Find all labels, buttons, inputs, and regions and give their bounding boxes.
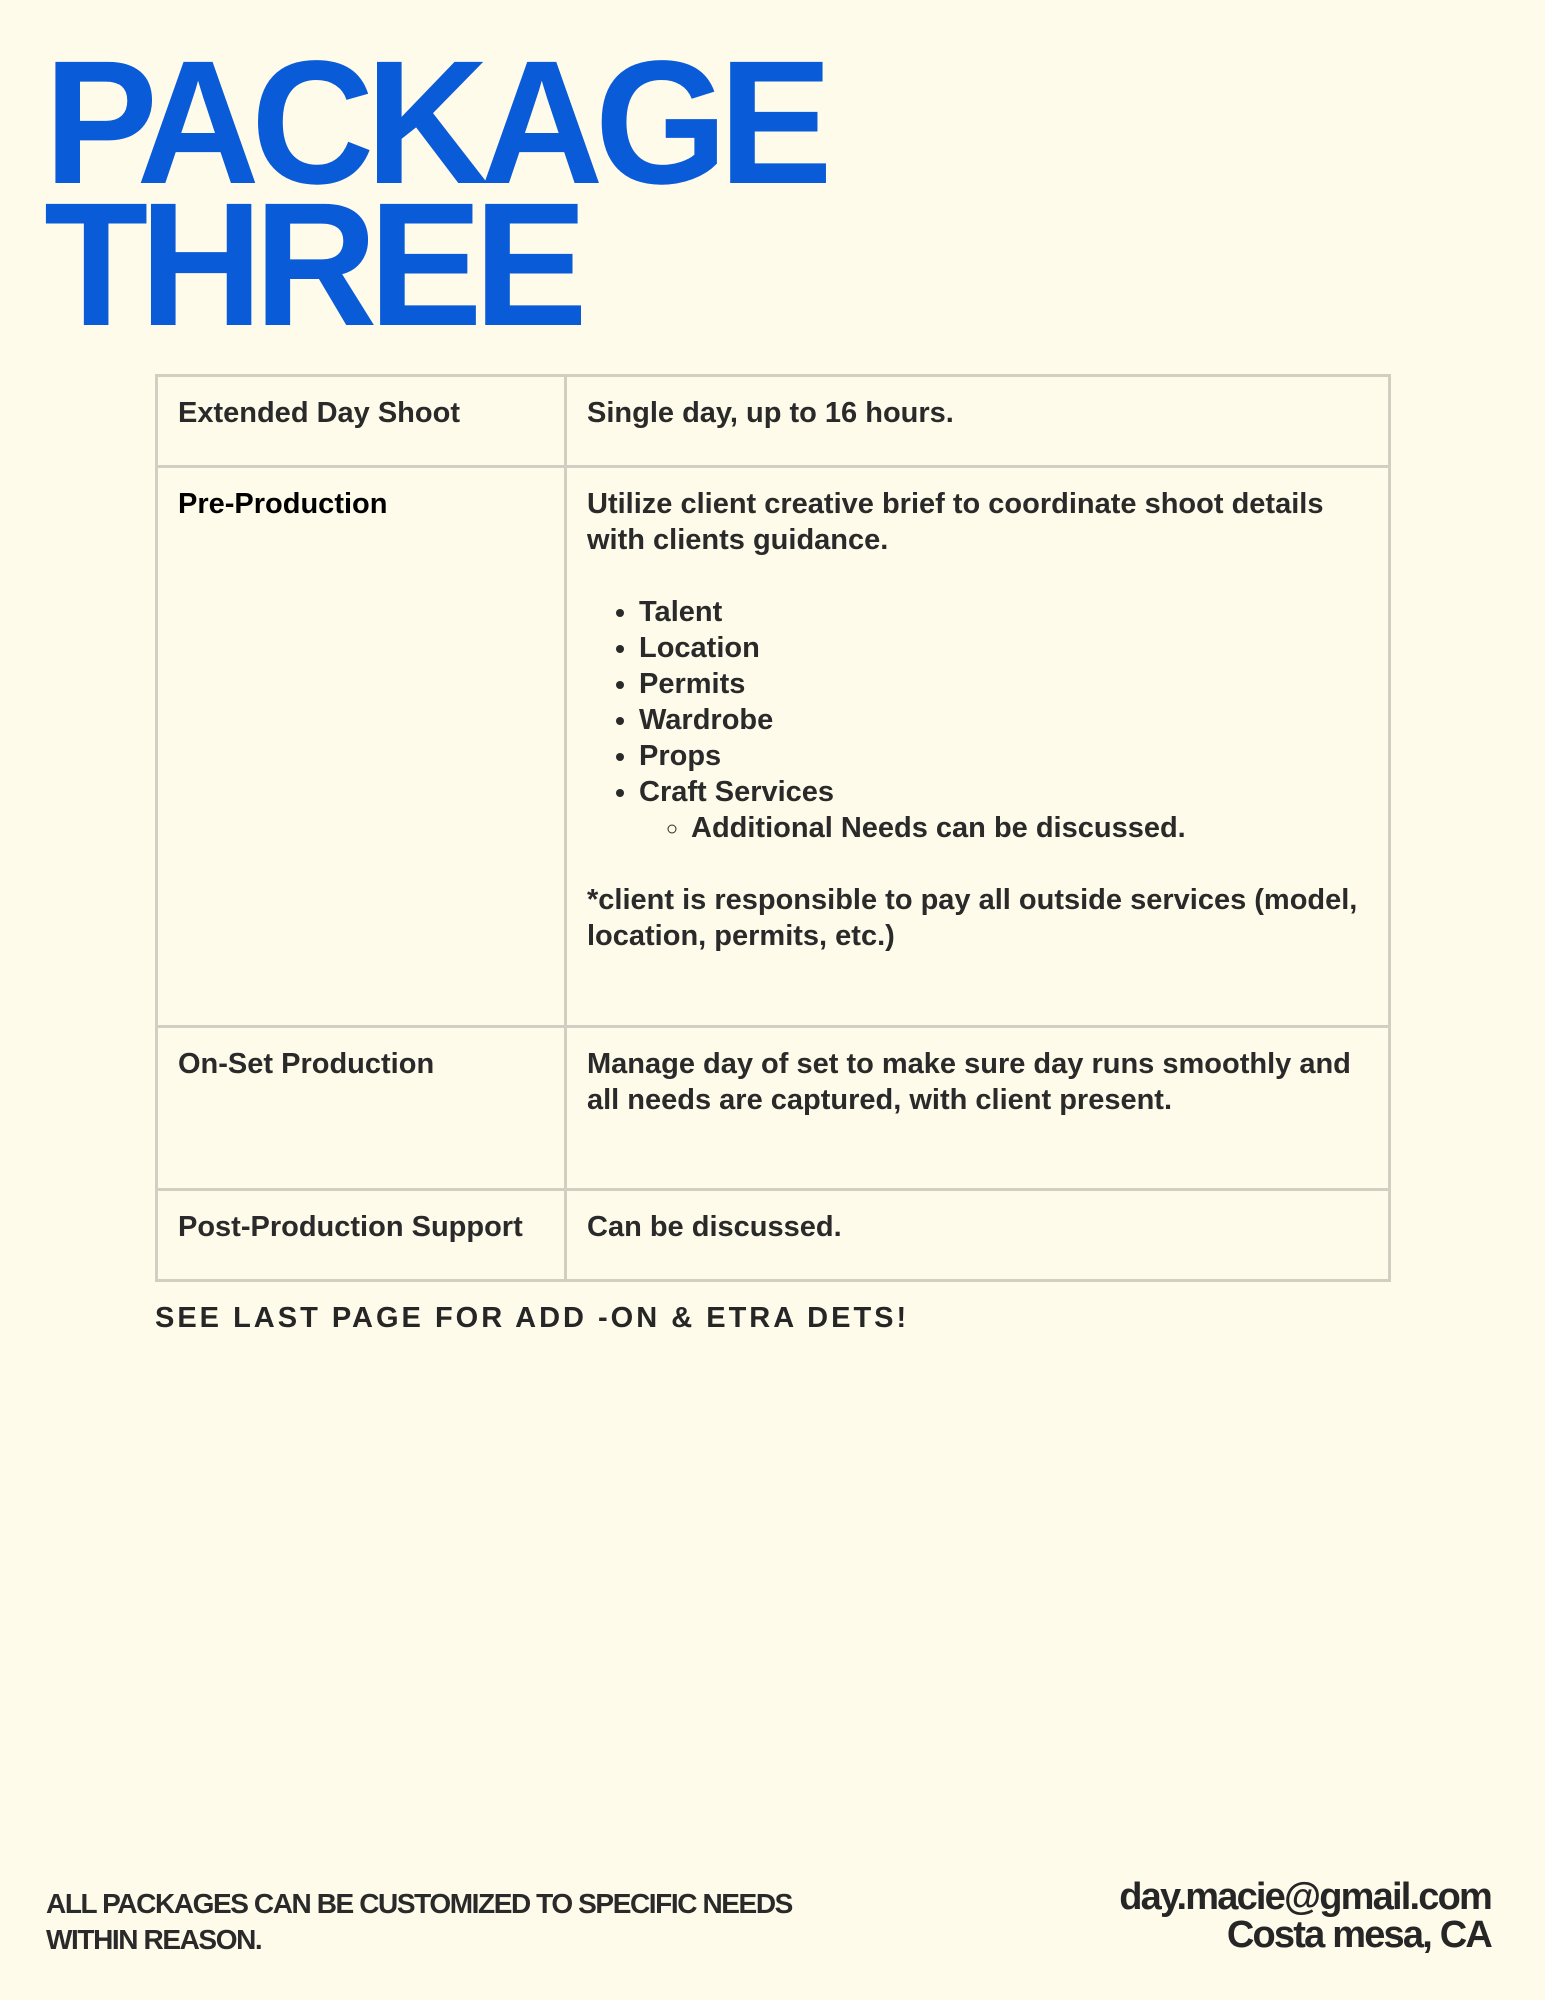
list-item-craft-services	[639, 774, 1368, 846]
see-last-page-note: SEE LAST PAGE FOR ADD -ON & ETRA DETS!	[155, 1302, 910, 1334]
row-description-on-set-production: Manage day of set to make sure day runs smoothly and all needs are captured, with client present.	[566, 1027, 1390, 1190]
sub-list-item: ◦ Additional Needs can be discussed.	[691, 810, 1368, 846]
row-label-extended-day-shoot: Extended Day Shoot	[157, 376, 566, 467]
list-item-label: Craft Services	[639, 776, 835, 808]
row-description-post-production-support: Can be discussed.	[566, 1190, 1390, 1281]
row-label-post-production-support: Post-Production Support	[157, 1190, 566, 1281]
customization-note-line-2: WITHIN REASON.	[46, 1924, 262, 1955]
list-item: • Props	[639, 738, 1368, 774]
package-details-table	[155, 374, 1391, 1282]
list-item: • Wardrobe	[639, 702, 1368, 738]
table-row	[157, 376, 1390, 467]
row-description-pre-production	[566, 467, 1390, 1027]
page-title-line-1: PACKAGE	[44, 25, 824, 221]
customization-note	[46, 1886, 792, 1958]
row-label-on-set-production: On-Set Production	[157, 1027, 566, 1190]
sub-list	[639, 810, 1368, 846]
pre-production-list	[587, 594, 1368, 846]
row-description-extended-day-shoot: Single day, up to 16 hours.	[566, 376, 1390, 467]
customization-note-line-1: ALL PACKAGES CAN BE CUSTOMIZED TO SPECIFIC NEEDS	[46, 1888, 792, 1919]
row-label-pre-production: Pre-Production	[157, 467, 566, 1027]
table-row	[157, 467, 1390, 1027]
contact-location: Costa mesa, CA	[1226, 1914, 1491, 1956]
page-title	[44, 25, 824, 363]
list-item: • Permits	[639, 666, 1368, 702]
list-item: • Location	[639, 630, 1368, 666]
list-item: • Talent	[639, 594, 1368, 630]
contact-info	[1119, 1878, 1491, 1954]
pre-production-intro: Utilize client creative brief to coordinate shoot details with clients guidance.	[587, 488, 1324, 556]
contact-email: day.macie@gmail.com	[1119, 1876, 1491, 1918]
table-row	[157, 1027, 1390, 1190]
table-row	[157, 1190, 1390, 1281]
page-title-line-2: THREE	[44, 167, 579, 363]
pre-production-note: *client is responsible to pay all outside services (model, location, permits, etc.)	[587, 884, 1358, 952]
